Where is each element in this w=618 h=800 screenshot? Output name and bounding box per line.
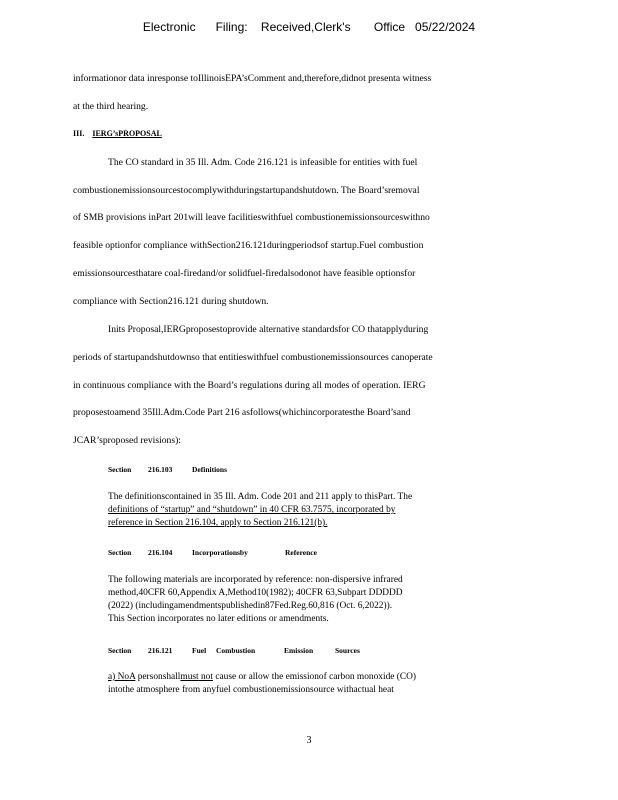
para-line: emissionsourcesthatare coal-firedand/or solidfuel-firedalsodonot have feasible optionsfor bbox=[73, 268, 416, 279]
section-title: Combustion bbox=[216, 646, 256, 655]
para-line: combustionemissionsourcestocomplywithduringstartupandshutdown. The Board’sremoval bbox=[73, 185, 420, 196]
definitions-line-inserted: definitions of “startup” and “shutdown” in 40 CFR 63.7575, incorporated by bbox=[108, 505, 396, 515]
section-title: Emission bbox=[284, 646, 314, 655]
fuel-combustion-line bbox=[108, 672, 416, 682]
section-label: Section bbox=[108, 646, 132, 655]
fuel-combustion-line: intothe atmosphere from anyfuel combustionemissionsource withactual heat bbox=[108, 685, 394, 695]
definitions-line: The definitionscontained in 35 Ill. Adm. Code 201 and 211 apply to thisPart. The bbox=[108, 492, 413, 502]
section-label: Section bbox=[108, 548, 132, 557]
incorporation-line: method,40CFR 60,Appendix A,Method10(1982); 40CFR 63,Subpart DDDDD bbox=[108, 588, 403, 598]
section-id: 216.104 bbox=[148, 548, 173, 557]
para-line: of SMB provisions inPart 201will leave facilitieswithfuel combustionemissionsourceswithno bbox=[73, 212, 430, 223]
section-title: Fuel bbox=[192, 646, 207, 655]
section-title: Sources bbox=[335, 646, 360, 655]
section-label: Section bbox=[108, 465, 132, 474]
section-heading-number: III. bbox=[73, 129, 85, 138]
filing-header: Electronic Filing: Received,Clerk's Office 05/22/2024 bbox=[142, 20, 476, 34]
inserted-text: A bbox=[129, 672, 136, 682]
para-line: Inits Proposal,IERGproposestoprovide alternative standardsfor CO thatapplyduring bbox=[108, 324, 429, 335]
para-line: feasible optionfor compliance withSection216.121duringperiodsof startup.Fuel combustion bbox=[73, 240, 424, 251]
incorporation-line: (2022) (includingamendmentspublishedin87Fed.Reg.60,816 (Oct. 6,2022)). bbox=[108, 601, 393, 611]
section-title: Incorporationsby bbox=[192, 548, 248, 557]
inserted-text: must bbox=[180, 672, 199, 682]
para-line: in continuous compliance with the Board’s regulations during all modes of operation. IERG bbox=[73, 380, 426, 391]
para-line: compliance with Section216.121 during shutdown. bbox=[73, 296, 269, 307]
section-heading-title: IERG’sPROPOSAL bbox=[92, 129, 162, 138]
body-line: informationor data inresponse toIllinoisEPA’sComment and,therefore,didnot presenta witness bbox=[73, 73, 432, 84]
para-line: JCAR’sproposed revisions): bbox=[73, 435, 181, 446]
section-heading bbox=[73, 129, 202, 138]
struck-text: a) No bbox=[108, 672, 130, 682]
inserted-text: not bbox=[198, 672, 213, 682]
page-number: 3 bbox=[306, 735, 312, 746]
incorporation-line: This Section incorporates no later editions or amendments. bbox=[108, 614, 329, 624]
section-id: 216.121 bbox=[148, 646, 173, 655]
incorporation-line: The following materials are incorporated by reference: non-dispersive infrared bbox=[108, 575, 403, 585]
text-run: personshall bbox=[135, 672, 181, 682]
para-line: periods of startupandshutdownso that entitieswithfuel combustionemissionsources canoperate bbox=[73, 352, 433, 363]
section-id: 216.103 bbox=[148, 465, 173, 474]
section-title: Definitions bbox=[192, 465, 228, 474]
body-line: at the third hearing. bbox=[73, 101, 149, 112]
para-line: The CO standard in 35 Ill. Adm. Code 216.121 is infeasible for entities with fuel bbox=[108, 157, 418, 168]
para-line: proposestoamend 35Ill.Adm.Code Part 216 asfollows(whichincorporatesthe Board’sand bbox=[73, 407, 411, 418]
text-run: cause or allow the emissionof carbon monoxide (CO) bbox=[212, 672, 417, 682]
definitions-line-inserted: reference in Section 216.104, apply to Section 216.121(b). bbox=[108, 518, 328, 528]
section-title: Reference bbox=[285, 548, 317, 557]
